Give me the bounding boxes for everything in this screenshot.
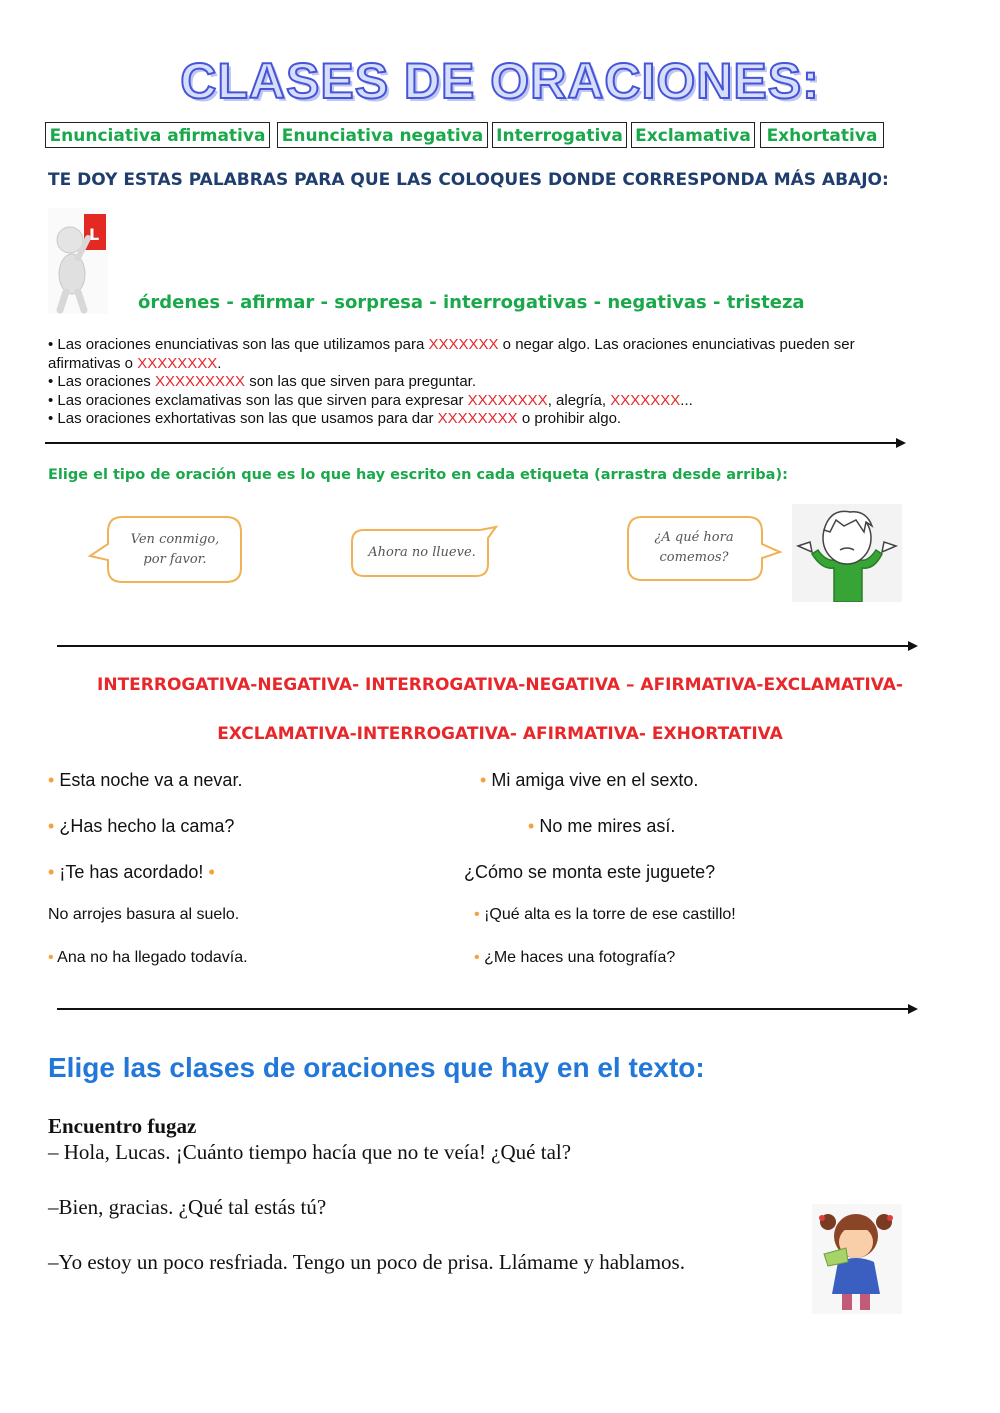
story-line-1[interactable]: – Hola, Lucas. ¡Cuánto tiempo hacía que no te veía! ¿Qué tal?	[48, 1140, 572, 1164]
word-bank: órdenes - afirmar - sorpresa - interrogativas - negativas - tristeza	[138, 292, 805, 313]
bullet-dot: •	[480, 770, 487, 790]
blank-1[interactable]: XXXXXXX	[428, 336, 499, 353]
sentence-10[interactable]: • ¿Me haces una fotografía?	[474, 949, 676, 966]
bubble-1-text[interactable]: Ven conmigo, por favor.	[130, 532, 220, 567]
sentence-9[interactable]: • Ana no ha llegado todavía.	[48, 949, 248, 966]
figure-with-sign-illustration	[48, 208, 108, 314]
section-title: Elige las clases de oraciones que hay en el texto:	[48, 1052, 705, 1083]
definition-line-1: • Las oraciones enunciativas son las que utilizamos para XXXXXXX o negar algo. Las oraciones enunciativas pueden ser	[48, 336, 855, 353]
bullet-dot: •	[48, 770, 55, 790]
instruction-labels: Elige el tipo de oración que es lo que hay escrito en cada etiqueta (arrastra desde arriba):	[48, 467, 788, 483]
sentence-2[interactable]: • Mi amiga vive en el sexto.	[480, 770, 699, 790]
sneezing-girl-illustration	[812, 1204, 902, 1314]
arrow-head-icon	[908, 1004, 918, 1014]
arrow-head-icon	[896, 438, 906, 448]
bubble-2-text[interactable]: Ahora no llueve.	[368, 545, 476, 560]
page-title: CLASES DE ORACIONES:	[180, 53, 820, 109]
sentence-4[interactable]: • No me mires así.	[528, 816, 676, 836]
answer-options-line-2: EXCLAMATIVA-INTERROGATIVA- AFIRMATIVA- EXHORTATIVA	[217, 724, 783, 744]
bubble-3-text[interactable]: ¿A qué hora comemos?	[654, 530, 734, 565]
type-box-interrogativa[interactable]: Interrogativa	[492, 122, 627, 148]
bullet-dot: •	[474, 906, 480, 923]
definition-line-5: • Las oraciones exhortativas son las que usamos para dar XXXXXXXX o prohibir algo.	[48, 410, 622, 427]
instruction-words: TE DOY ESTAS PALABRAS PARA QUE LAS COLOQUES DONDE CORRESPONDA MÁS ABAJO:	[48, 170, 889, 190]
sentence-8[interactable]: • ¡Qué alta es la torre de ese castillo!	[474, 906, 736, 923]
type-box-enunciativa-afirmativa[interactable]: Enunciativa afirmativa	[45, 122, 270, 148]
blank-4[interactable]: XXXXXXXX	[467, 391, 548, 409]
shrugging-boy-illustration	[792, 504, 902, 602]
bullet-dot: •	[48, 816, 55, 836]
answer-options-line-1: INTERROGATIVA-NEGATIVA- INTERROGATIVA-NEGATIVA – AFIRMATIVA-EXCLAMATIVA-	[97, 675, 903, 695]
sentence-5[interactable]: • ¡Te has acordado! •	[48, 862, 215, 882]
sentence-7[interactable]: No arrojes basura al suelo.	[48, 906, 240, 923]
blank-5[interactable]: XXXXXXX	[610, 391, 681, 409]
blank-3[interactable]: XXXXXXXXX	[154, 373, 246, 390]
blank-6[interactable]: XXXXXXXX	[437, 410, 518, 427]
story-line-2[interactable]: –Bien, gracias. ¿Qué tal estás tú?	[48, 1195, 327, 1219]
type-box-exhortativa[interactable]: Exhortativa	[760, 122, 884, 148]
divider-arrow-3	[57, 1008, 909, 1010]
sentence-3[interactable]: • ¿Has hecho la cama?	[48, 816, 235, 836]
definition-line-3: • Las oraciones XXXXXXXXX son las que sirven para preguntar.	[48, 373, 477, 390]
bullet-dot: •	[48, 949, 54, 966]
type-box-exclamativa[interactable]: Exclamativa	[631, 122, 755, 148]
bullet-dot: •	[474, 949, 480, 966]
story-line-3[interactable]: –Yo estoy un poco resfriada. Tengo un poco de prisa. Llámame y hablamos.	[48, 1250, 685, 1274]
bullet-dot: •	[208, 862, 215, 882]
bullet-dot: •	[48, 862, 55, 882]
blank-2[interactable]: XXXXXXXX	[137, 354, 218, 372]
arrow-head-icon	[908, 641, 918, 651]
type-box-enunciativa-negativa[interactable]: Enunciativa negativa	[277, 122, 488, 148]
divider-arrow-2	[57, 645, 909, 647]
sign-letter: L	[89, 225, 100, 244]
definition-line-4: • Las oraciones exclamativas son las que sirven para expresar XXXXXXXX, alegría, XXXXXXX...	[48, 391, 693, 409]
divider-arrow-1	[45, 442, 897, 444]
definition-line-2: afirmativas o XXXXXXXX.	[48, 354, 222, 372]
story-title: Encuentro fugaz	[48, 1114, 197, 1138]
sentence-6[interactable]: ¿Cómo se monta este juguete?	[464, 862, 716, 882]
sentence-1[interactable]: • Esta noche va a nevar.	[48, 770, 243, 790]
definitions-block	[48, 336, 948, 429]
bullet-dot: •	[528, 816, 535, 836]
